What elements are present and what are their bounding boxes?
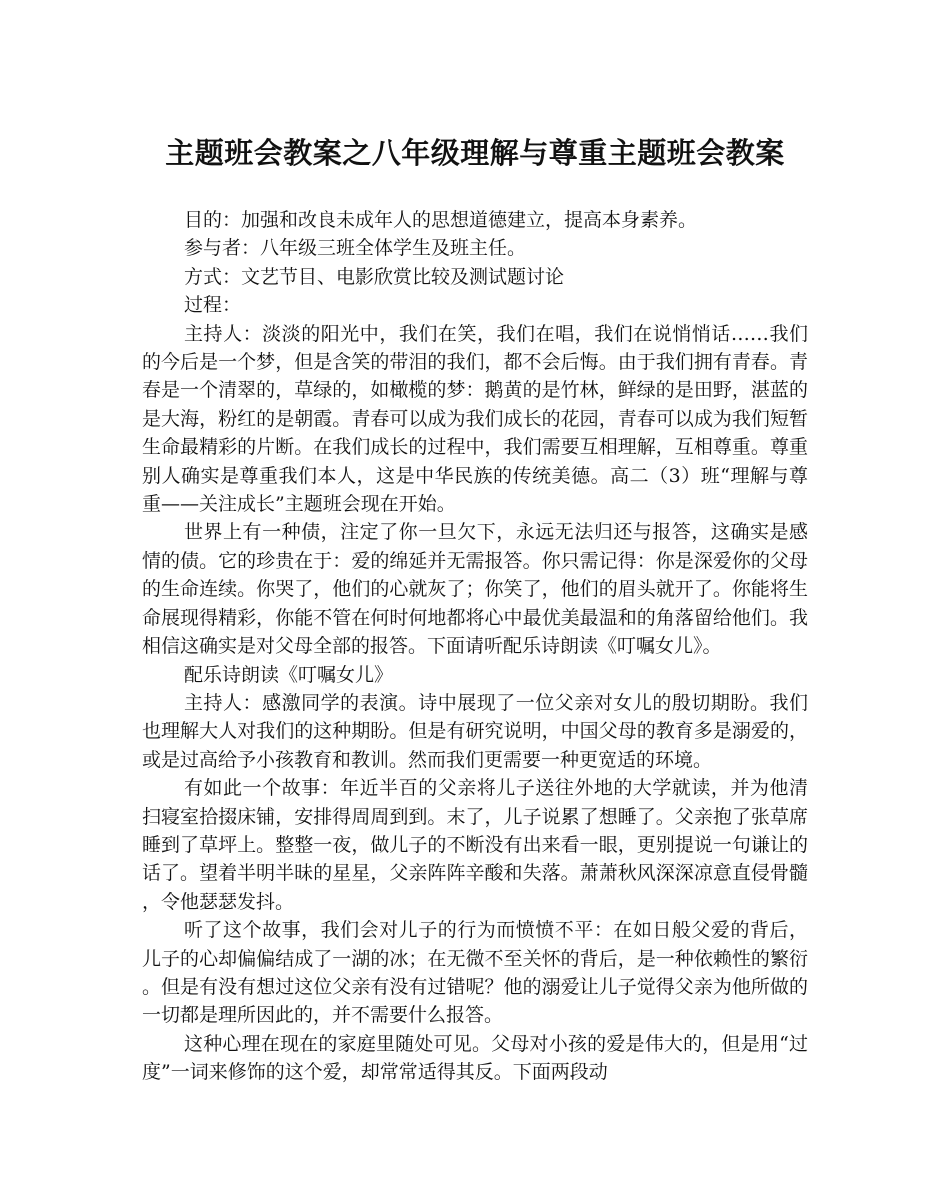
paragraph-reflection: 听了这个故事，我们会对儿子的行为而愤愤不平：在如日般父爱的背后，儿子的心却偏偏结成了一湖的冰；在无微不至关怀的背后，是一种依赖性的繁衍。但是有没有想过这位父亲有没有过错呢？他的溺爱让儿子觉得父亲为他所做的一切都是理所因此的，并不需要什么报答。 xyxy=(142,919,808,1027)
paragraph-host-opening: 主持人：淡淡的阳光中，我们在笑，我们在唱，我们在说悄悄话……我们的今后是一个梦，但是含笑的带泪的我们，都不会后悔。由于我们拥有青春。青春是一个清翠的，草绿的，如橄榄的梦：鹅黄的是竹林，鲜绿的是田野，湛蓝的是大海，粉红的是朝霞。青春可以成为我们成长的花园，青春可以成为我们短暂生命最精彩的片断。在我们成长的过程中，我们需要互相理解，互相尊重。尊重别人确实是尊重我们本人，这是中华民族的传统美德。高二（3）班“理解与尊重——关注成长”主题班会现在开始。 xyxy=(142,322,808,516)
document-body xyxy=(142,206,808,1087)
paragraph-participants: 参与者：八年级三班全体学生及班主任。 xyxy=(184,237,527,260)
paragraph-purpose: 目的：加强和改良未成年人的思想道德建立，提高本身素养。 xyxy=(184,209,698,231)
paragraph-format: 方式：文艺节目、电影欣赏比较及测试题讨论 xyxy=(184,265,565,288)
paragraph-story: 有如此一个故事：年近半百的父亲将儿子送往外地的大学就读，并为他清扫寝室拾掇床铺，安排得周周到到。末了，儿子说累了想睡了。父亲抱了张草席睡到了草坪上。整整一夜，做儿子的不断没有出来看一眼，更别提说一句谦让的话了。望着半明半昧的星星，父亲阵阵辛酸和失落。萧萧秋风深深凉意直侵骨髓，令他瑟瑟发抖。 xyxy=(142,777,808,913)
paragraph-host-thanks: 主持人：感激同学的表演。诗中展现了一位父亲对女儿的殷切期盼。我们也理解大人对我们的这种期盼。但是有研究说明，中国父母的教育多是溺爱的，或是过高给予小孩教育和教训。然而我们更需要一种更宽适的环境。 xyxy=(142,691,808,771)
document-title: 主题班会教案之八年级理解与尊重主题班会教案 xyxy=(165,136,785,170)
paragraph-poem-reading: 配乐诗朗读《叮嘱女儿》 xyxy=(184,663,394,686)
paragraph-process-heading: 过程： xyxy=(184,294,242,317)
paragraph-debt-of-love: 世界上有一种债，注定了你一旦欠下，永远无法归还与报答，这确实是感情的债。它的珍贵在于：爱的绵延并无需报答。你只需记得：你是深爱你的父母的生命连续。你哭了，他们的心就灰了；你笑了，他们的眉头就开了。你能将生命展现得精彩，你能不管在何时何地都将心中最优美最温和的角落留给他们。我相信这确实是对父母全部的报答。下面请听配乐诗朗读《叮嘱女儿》。 xyxy=(142,521,808,658)
paragraph-conclusion: 这种心理在现在的家庭里随处可见。父母对小孩的爱是伟大的，但是用“过度”一词来修饰的这个爱，却常常适得其反。下面两段动 xyxy=(142,1032,808,1084)
